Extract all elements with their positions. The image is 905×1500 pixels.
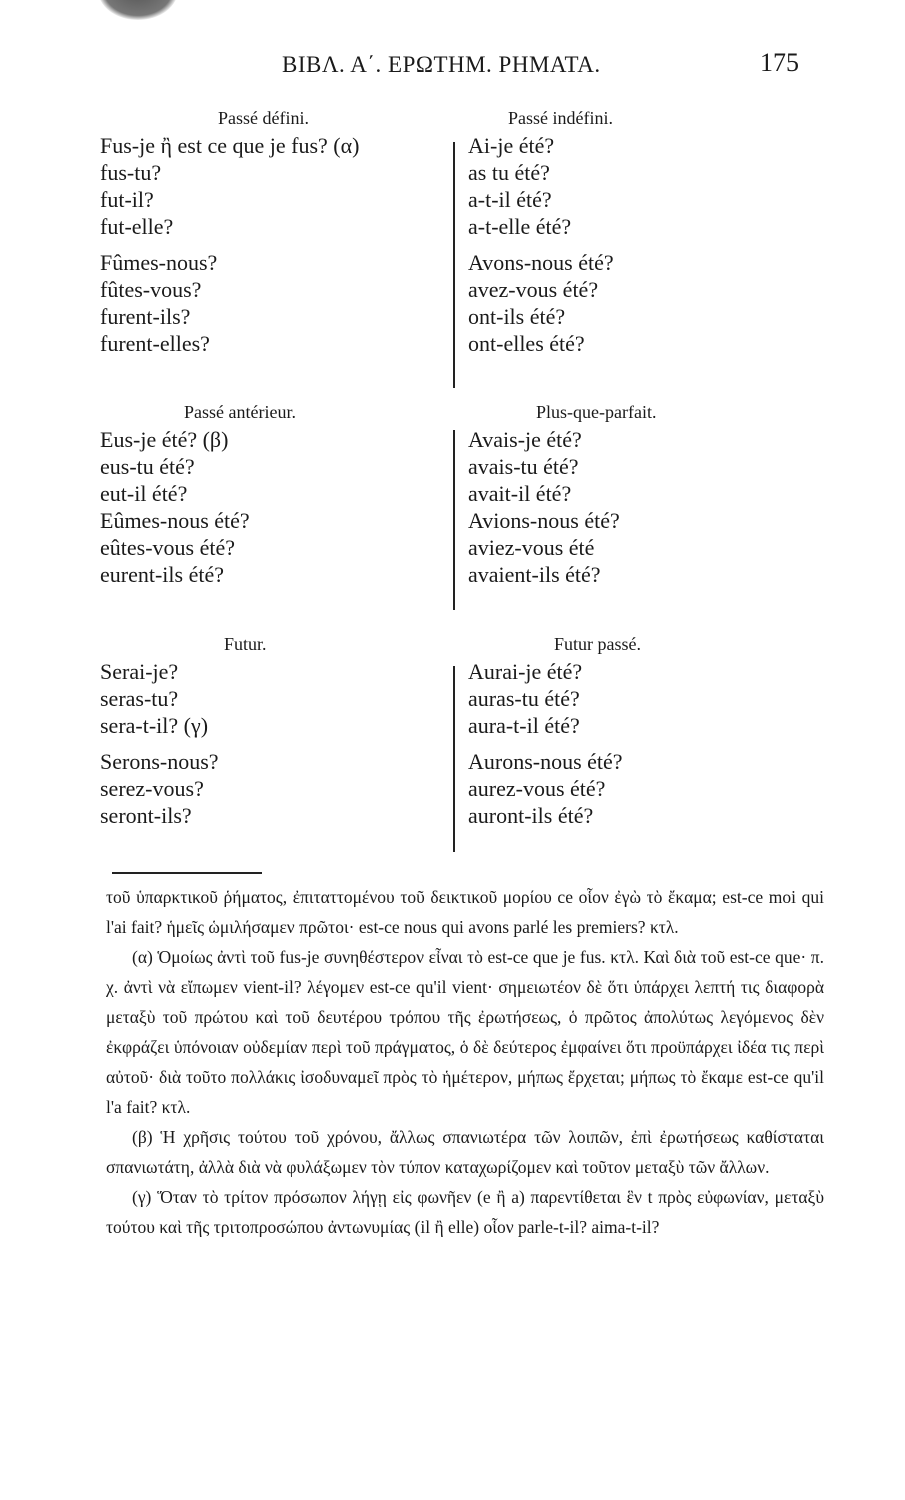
- column-heading: Passé antérieur.: [184, 402, 296, 422]
- conjugation-line: avaient-ils été?: [468, 562, 601, 587]
- column-heading: Futur passé.: [554, 634, 641, 654]
- conjugation-line: Avons-nous été?: [468, 250, 614, 275]
- column-divider: [453, 430, 455, 610]
- conjugation-line: ont-elles été?: [468, 331, 585, 356]
- conjugation-line: a-t-elle été?: [468, 214, 572, 239]
- column-futur-passe: [468, 630, 708, 829]
- conjugation-line: ont-ils été?: [468, 304, 566, 329]
- column-passe-defini: [100, 104, 455, 357]
- conjugation-line: eurent-ils été?: [100, 562, 224, 587]
- conjugation-line: Avais-je été?: [468, 427, 582, 452]
- conjugation-line: Ai-je été?: [468, 133, 555, 158]
- conjugation-line: Fûmes-nous?: [100, 250, 218, 275]
- conjugation-line: seras-tu?: [100, 686, 179, 711]
- conjugation-line: auront-ils été?: [468, 803, 594, 828]
- conjugation-line: Serai-je?: [100, 659, 179, 684]
- conjugation-line: fut-elle?: [100, 214, 174, 239]
- footnote-continuation: τοῦ ὑπαρκτικοῦ ῥήματος, ἐπιταττομένου τοῦ δεικτικοῦ μορίου ce οἷον ἐγὼ τὸ ἔκαμα; est-ce moi qui l'ai fait? ἡμεῖς ὡμιλήσαμεν πρῶτοι· est-ce nous qui avons parlé les premiers? κτλ.: [106, 887, 824, 937]
- footnote-beta: (β) Ἡ χρῆσις τούτου τοῦ χρόνου, ἄλλως σπανιωτέρα τῶν λοιπῶν, ἐπὶ ἐρωτήσεως καθίσταται σπανιωτάτη, ἀλλὰ διὰ νὰ φυλάξωμεν τὸν τύπον καταχωρίζομεν καὶ τοῦτον μεταξὺ τῶν ἄλλων.: [106, 1127, 824, 1177]
- column-futur: [100, 630, 455, 829]
- footnote-rule: [112, 872, 262, 874]
- conjugation-line: eûtes-vous été?: [100, 535, 235, 560]
- conjugation-line: furent-elles?: [100, 331, 210, 356]
- conjugation-line: avait-il été?: [468, 481, 572, 506]
- column-heading: Futur.: [224, 634, 267, 654]
- conjugation-line: auras-tu été?: [468, 686, 580, 711]
- page-header: [230, 48, 850, 88]
- column-passe-anterieur: [100, 398, 455, 588]
- column-divider: [453, 142, 455, 388]
- conjugation-line: furent-ils?: [100, 304, 191, 329]
- conjugation-line: fûtes-vous?: [100, 277, 202, 302]
- column-divider: [453, 666, 455, 852]
- footnotes: [106, 882, 824, 1242]
- column-heading: Passé défini.: [218, 108, 309, 128]
- conjugation-line: fus-tu?: [100, 160, 162, 185]
- conjugation-line: serez-vous?: [100, 776, 204, 801]
- conjugation-line: Aurons-nous été?: [468, 749, 623, 774]
- ink-stain: [98, 0, 178, 20]
- footnote-gamma: (γ) Ὅταν τὸ τρίτον πρόσωπον λήγῃ εἰς φωνῆεν (e ἢ a) παρεντίθεται ἓν t πρὸς εὐφωνίαν, μεταξὺ τούτου καὶ τῆς τριτοπροσώπου ἀντωνυμίας (il ἢ elle) οἷον parle-t-il? aima-t-il?: [106, 1187, 824, 1237]
- conjugation-line: as tu été?: [468, 160, 550, 185]
- conjugation-line: seront-ils?: [100, 803, 192, 828]
- conjugation-line: Aurai-je été?: [468, 659, 583, 684]
- conjugation-line: eus-tu été?: [100, 454, 195, 479]
- conjugation-line: Eus-je été? (β): [100, 427, 229, 452]
- page-number: 175: [760, 48, 799, 77]
- conjugation-section-past-anterior: [100, 398, 657, 618]
- column-heading: Plus-que-parfait.: [536, 402, 657, 422]
- conjugation-line: aurez-vous été?: [468, 776, 606, 801]
- conjugation-section-future: [100, 630, 640, 860]
- conjugation-line: Serons-nous?: [100, 749, 219, 774]
- conjugation-line: eut-il été?: [100, 481, 188, 506]
- running-title: ΒΙΒΛ. Α΄. ΕΡΩΤΗΜ. ΡΗΜΑΤΑ.: [282, 52, 601, 77]
- footnote-alpha: (α) Ὁμοίως ἀντὶ τοῦ fus-je συνηθέστερον εἶναι τὸ est-ce que je fus. κτλ. Καὶ διὰ τοῦ est-ce que· π. χ. ἀντὶ νὰ εἴπωμεν vient-il? λέγομεν est-ce qu'il vient· σημειωτέον δὲ ὅτι ὑπάρχει λεπτή τις διαφορὰ μεταξὺ τοῦ πρώτου καὶ τοῦ δευτέρου τρόπου τῆς ἐρωτήσεως, ὁ πρῶτος ἀπολύτως λεγόμενος δὲν ἐκφράζει ὑπόνοιαν οὐδεμίαν περὶ τοῦ πράγματος, ὁ δὲ δεύτερος ἐμφαίνει ὅτι προϋπάρχει ἰδέα τις περὶ αὐτοῦ· διὰ τοῦτο πολλάκις ἰσοδυναμεῖ πρὸς τὸ ἡμέτερον, μήπως ἔρχεται; μήπως τὸ ἔκαμε est-ce qu'il l'a fait? κτλ.: [106, 947, 824, 1117]
- conjugation-line: Eûmes-nous été?: [100, 508, 250, 533]
- conjugation-line: aviez-vous été: [468, 535, 595, 560]
- conjugation-line: avais-tu été?: [468, 454, 579, 479]
- conjugation-line: Fus-je ἢ est ce que je fus? (α): [100, 133, 360, 158]
- column-heading: Passé indéfini.: [508, 108, 613, 128]
- column-plus-que-parfait: [468, 398, 708, 588]
- conjugation-line: a-t-il été?: [468, 187, 552, 212]
- conjugation-line: fut-il?: [100, 187, 154, 212]
- conjugation-line: aura-t-il été?: [468, 713, 580, 738]
- conjugation-line: avez-vous été?: [468, 277, 599, 302]
- column-passe-indefini: [468, 104, 708, 357]
- conjugation-section-past-definite: [100, 104, 640, 394]
- conjugation-line: Avions-nous été?: [468, 508, 620, 533]
- conjugation-line: sera-t-il? (γ): [100, 713, 209, 738]
